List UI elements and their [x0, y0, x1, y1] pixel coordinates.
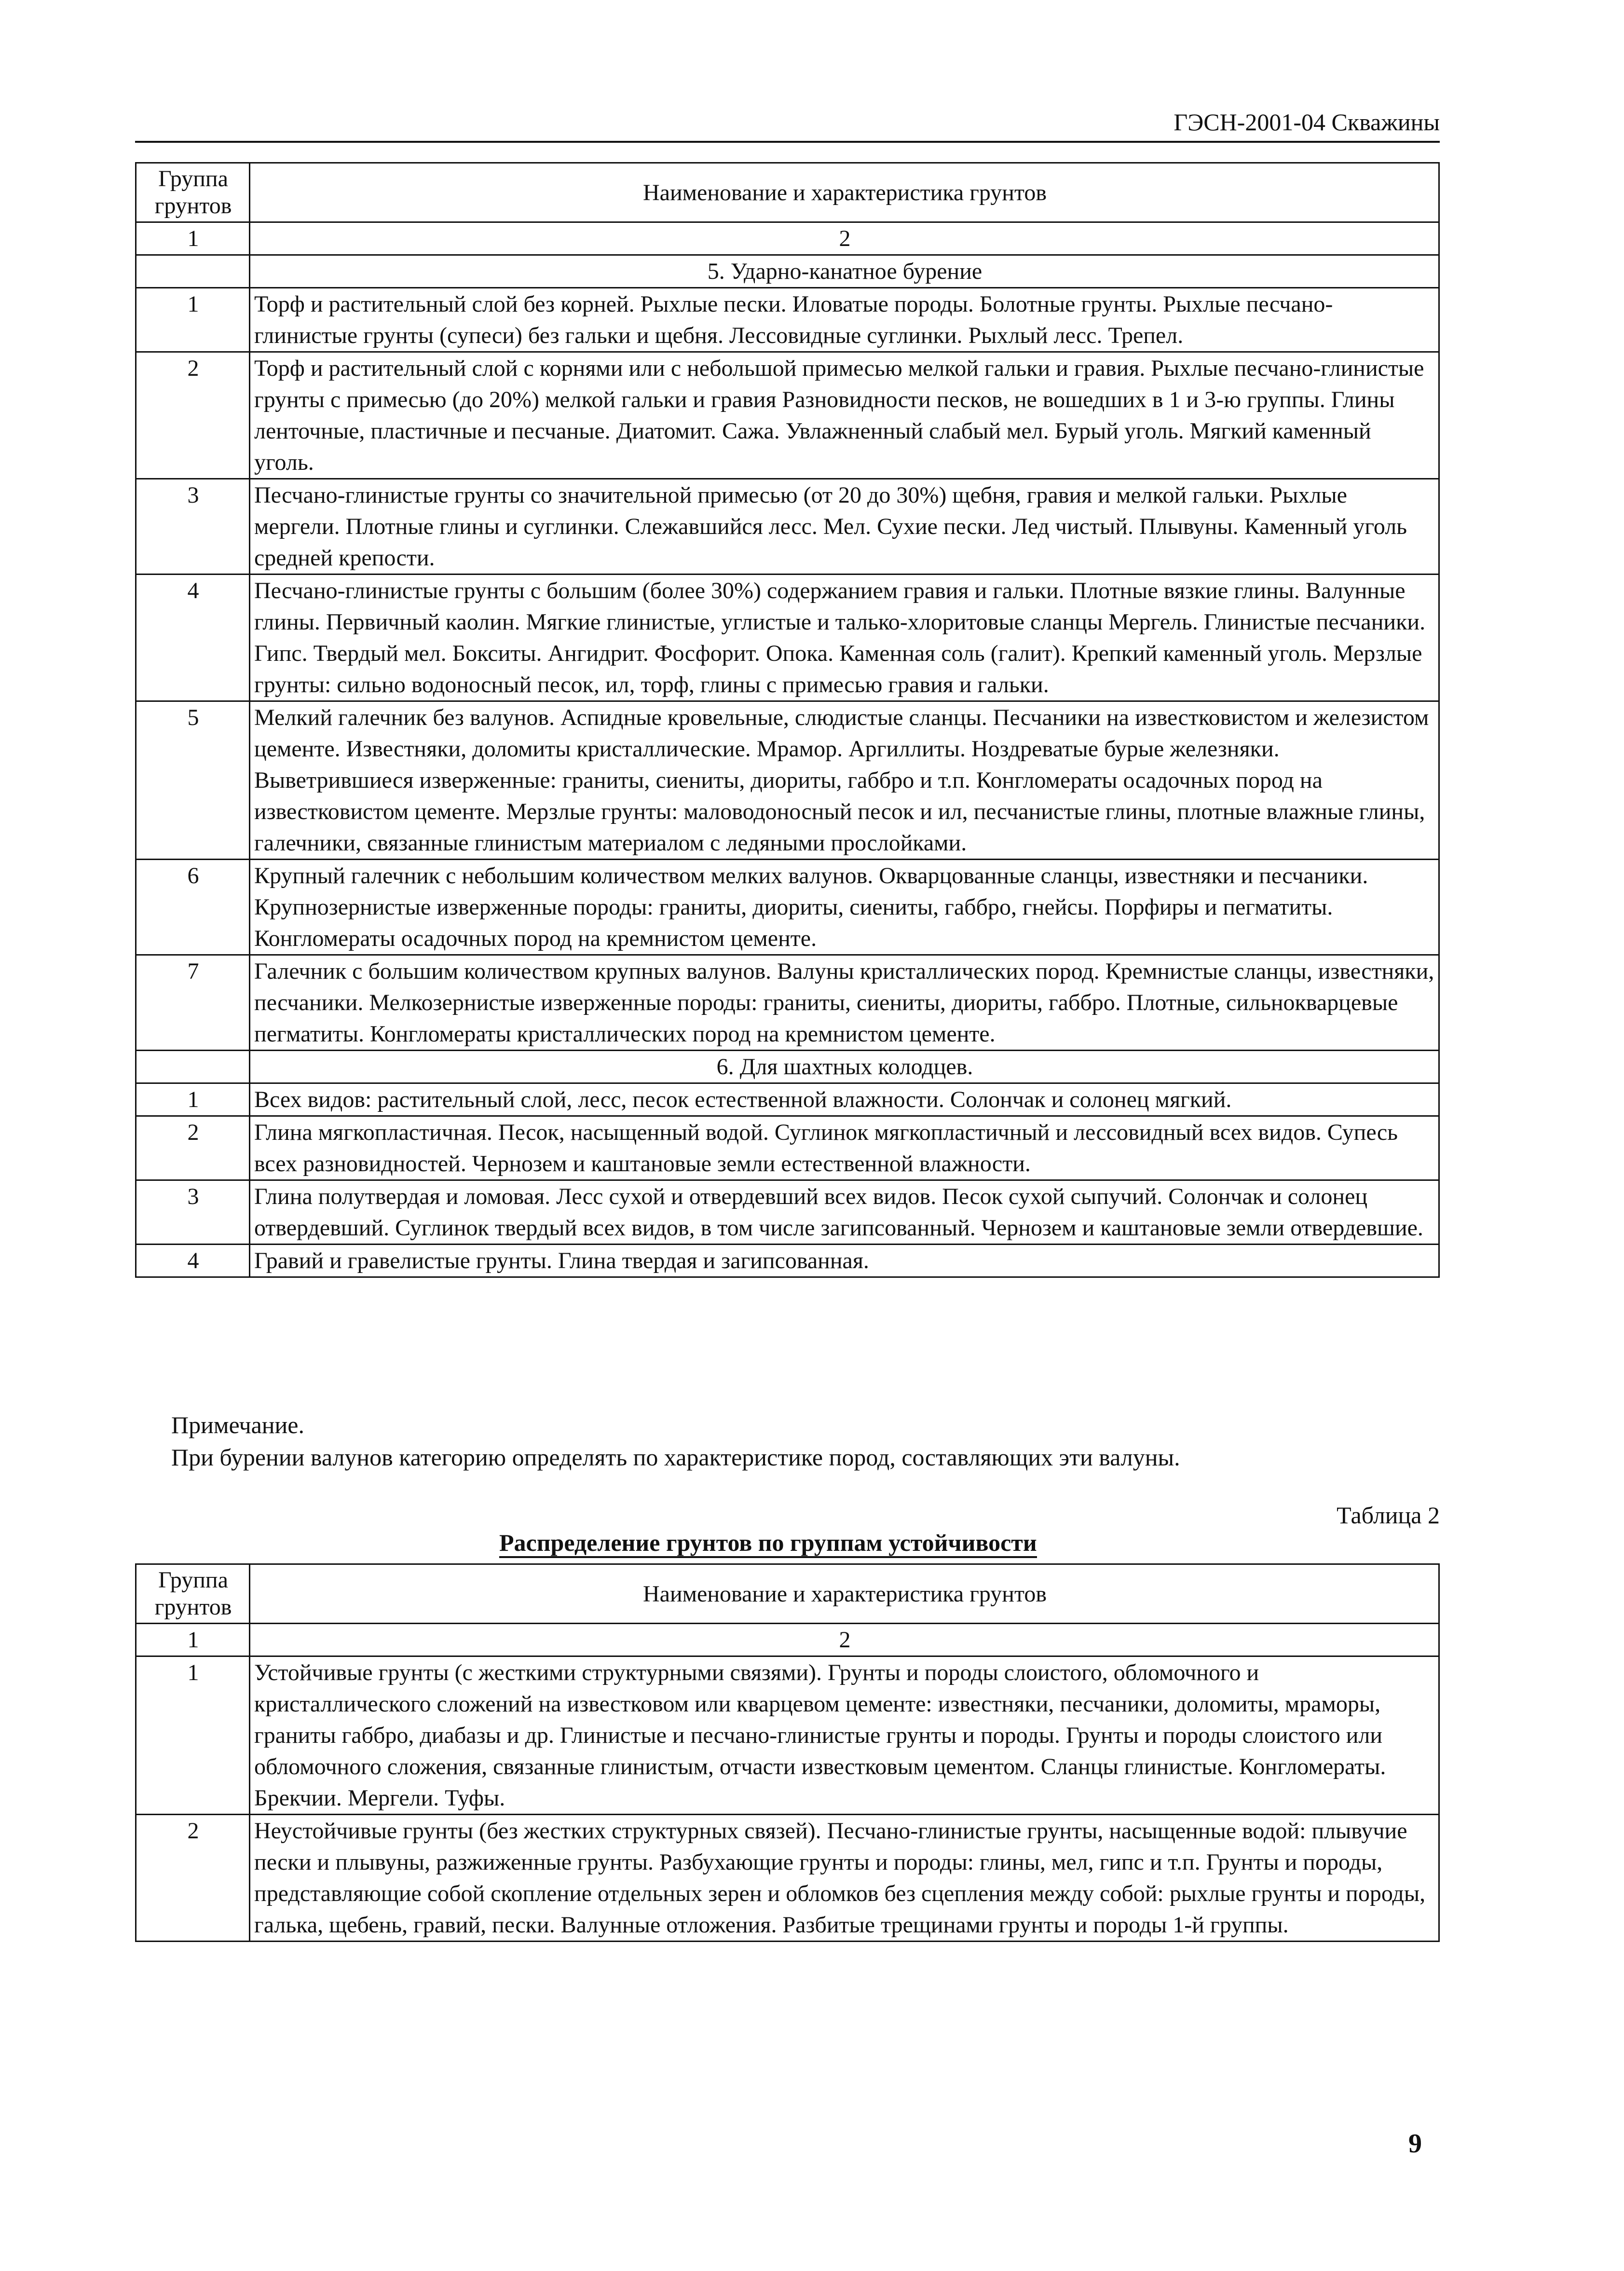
group-description: Глина мягкопластичная. Песок, насыщенный водой. Суглинок мягкопластичный и лессовидный всех видов. Супесь всех разновидностей. Чернозем и каштановые земли естественной влажности. — [250, 1116, 1439, 1180]
stability-groups-table — [135, 1563, 1440, 1942]
table-row — [136, 1083, 1439, 1116]
table-header-row — [136, 1564, 1439, 1624]
col-index-2: 2 — [250, 1624, 1439, 1656]
running-header — [135, 107, 1440, 143]
table-row — [136, 1656, 1439, 1815]
soil-groups-table — [135, 162, 1440, 1278]
page-number: 9 — [1408, 2129, 1422, 2159]
section-empty-cell — [136, 1051, 250, 1083]
table-row — [136, 701, 1439, 860]
group-description: Песчано-глинистые грунты с большим (более 30%) содержанием гравия и гальки. Плотные вязкие глины. Валунные глины. Первичный каолин. Мягкие глинистые, углистые и талько-хлоритовые сланцы Мергель. Глинистые песчаники. Гипс. Твердый мел. Бокситы. Ангидрит. Фосфорит. Опока. Каменная соль (галит). Крепкий каменный уголь. Мерзлые грунты: сильно водоносный песок, ил, торф, глины с примесью гравия и гальки. — [250, 575, 1439, 701]
col-description-header: Наименование и характеристика грунтов — [250, 163, 1439, 222]
table-row — [136, 1815, 1439, 1942]
group-description: Всех видов: растительный слой, лесс, песок естественной влажности. Солончак и солонец мягкий. — [250, 1083, 1439, 1116]
column-index-row — [136, 222, 1439, 255]
col-index-1: 1 — [136, 1624, 250, 1656]
group-number: 3 — [136, 479, 250, 575]
group-description: Торф и растительный слой с корнями или с небольшой примесью мелкой гальки и гравия. Рыхлые песчано-глинистые грунты с примесью (до 20%) мелкой гальки и гравия Разновидности песков, не вошедших в 1 и 3-ю группы. Глины ленточные, пластичные и песчаные. Диатомит. Сажа. Увлажненный слабый мел. Бурый уголь. Мягкий каменный уголь. — [250, 352, 1439, 479]
group-number: 2 — [136, 352, 250, 479]
group-description: Глина полутвердая и ломовая. Лесс сухой и отвердевший всех видов. Песок сухой сыпучий. Солончак и солонец отвердевший. Суглинок твердый всех видов, в том числе загипсованный. Чернозем и каштановые земли отвердевшие. — [250, 1180, 1439, 1245]
table-row — [136, 1245, 1439, 1277]
col-index-2: 2 — [250, 222, 1439, 255]
column-index-row — [136, 1624, 1439, 1656]
group-number: 5 — [136, 701, 250, 860]
table-row — [136, 1180, 1439, 1245]
section-row — [136, 1051, 1439, 1083]
table-row — [136, 1116, 1439, 1180]
group-number: 6 — [136, 860, 250, 955]
group-number: 7 — [136, 955, 250, 1051]
group-number: 2 — [136, 1815, 250, 1942]
group-number: 1 — [136, 1656, 250, 1815]
table-row — [136, 352, 1439, 479]
table-header-row — [136, 163, 1439, 222]
col-index-1: 1 — [136, 222, 250, 255]
col-group-header: Группа грунтов — [136, 1564, 250, 1624]
col-group-header: Группа грунтов — [136, 163, 250, 222]
table-row — [136, 288, 1439, 352]
group-description: Песчано-глинистые грунты со значительной примесью (от 20 до 30%) щебня, гравия и мелкой гальки. Рыхлые мергели. Плотные глины и суглинки. Слежавшийся лесс. Мел. Сухие пески. Лед чистый. Плывуны. Каменный уголь средней крепости. — [250, 479, 1439, 575]
group-number: 4 — [136, 575, 250, 701]
col-description-header: Наименование и характеристика грунтов — [250, 1564, 1439, 1624]
section-title: 6. Для шахтных колодцев. — [250, 1051, 1439, 1083]
header-doc-code: ГЭСН-2001-04 Скважины — [1174, 109, 1440, 136]
group-description: Гравий и гравелистые грунты. Глина твердая и загипсованная. — [250, 1245, 1439, 1277]
group-description: Неустойчивые грунты (без жестких структурных связей). Песчано-глинистые грунты, насыщенные водой: плывучие пески и плывуны, разжиженные грунты. Разбухающие грунты и породы: глины, мел, гипс и т.п. Грунты и породы, представляющие собой скопление отдельных зерен и обломков без сцепления между собой: рыхлые грунты и породы, галька, щебень, гравий, пески. Валунные отложения. Разбитые трещинами грунты и породы 1-й группы. — [250, 1815, 1439, 1942]
table-title: Распределение грунтов по группам устойчивости — [499, 1529, 1037, 1558]
table-row — [136, 479, 1439, 575]
group-description: Галечник с большим количеством крупных валунов. Валуны кристаллических пород. Кремнистые сланцы, известняки, песчаники. Мелкозернистые изверженные породы: граниты, сиениты, диориты, габбро. Плотные, сильнокварцевые пегматиты. Конгломераты кристаллических пород на кремнистом цементе. — [250, 955, 1439, 1051]
group-number: 1 — [136, 1083, 250, 1116]
group-description: Мелкий галечник без валунов. Аспидные кровельные, слюдистые сланцы. Песчаники на известковистом и железистом цементе. Известняки, доломиты кристаллические. Мрамор. Аргиллиты. Ноздреватые бурые железняки. Выветрившиеся изверженные: граниты, сиениты, диориты, габбро и т.п. Конгломераты осадочных пород на известковистом цементе. Мерзлые грунты: маловодоносный песок и ил, песчанистые глины, плотные влажные глины, галечники, связанные глинистым материалом с ледяными прослойками. — [250, 701, 1439, 860]
group-number: 1 — [136, 288, 250, 352]
section-title: 5. Ударно-канатное бурение — [250, 255, 1439, 288]
group-description: Крупный галечник с небольшим количеством мелких валунов. Окварцованные сланцы, известняки и песчаники. Крупнозернистые изверженные породы: граниты, диориты, сиениты, габбро, гнейсы. Порфиры и пегматиты. Конгломераты осадочных пород на кремнистом цементе. — [250, 860, 1439, 955]
section-row — [136, 255, 1439, 288]
group-number: 4 — [136, 1245, 250, 1277]
note-title: Примечание. — [171, 1411, 305, 1438]
group-number: 2 — [136, 1116, 250, 1180]
table-row — [136, 860, 1439, 955]
group-description: Устойчивые грунты (с жесткими структурными связями). Грунты и породы слоистого, обломочного и кристаллического сложений на известковом или кварцевом цементе: известняки, песчаники, доломиты, мраморы, граниты габбро, диабазы и др. Глинистые и песчано-глинистые грунты и породы. Грунты и породы слоистого или обломочного сложения, связанные глинистым, отчасти известковым цементом. Сланцы глинистые. Конгломераты. Брекчии. Мергели. Туфы. — [250, 1656, 1439, 1815]
group-description: Торф и растительный слой без корней. Рыхлые пески. Иловатые породы. Болотные грунты. Рыхлые песчано-глинистые грунты (супеси) без гальки и щебня. Лессовидные суглинки. Рыхлый лесс. Трепел. — [250, 288, 1439, 352]
group-number: 3 — [136, 1180, 250, 1245]
note-text: При бурении валунов категорию определять по характеристике пород, составляющих эти валуны. — [171, 1444, 1180, 1471]
table-label: Таблица 2 — [1337, 1502, 1440, 1529]
section-empty-cell — [136, 255, 250, 288]
table-row — [136, 575, 1439, 701]
table-row — [136, 955, 1439, 1051]
